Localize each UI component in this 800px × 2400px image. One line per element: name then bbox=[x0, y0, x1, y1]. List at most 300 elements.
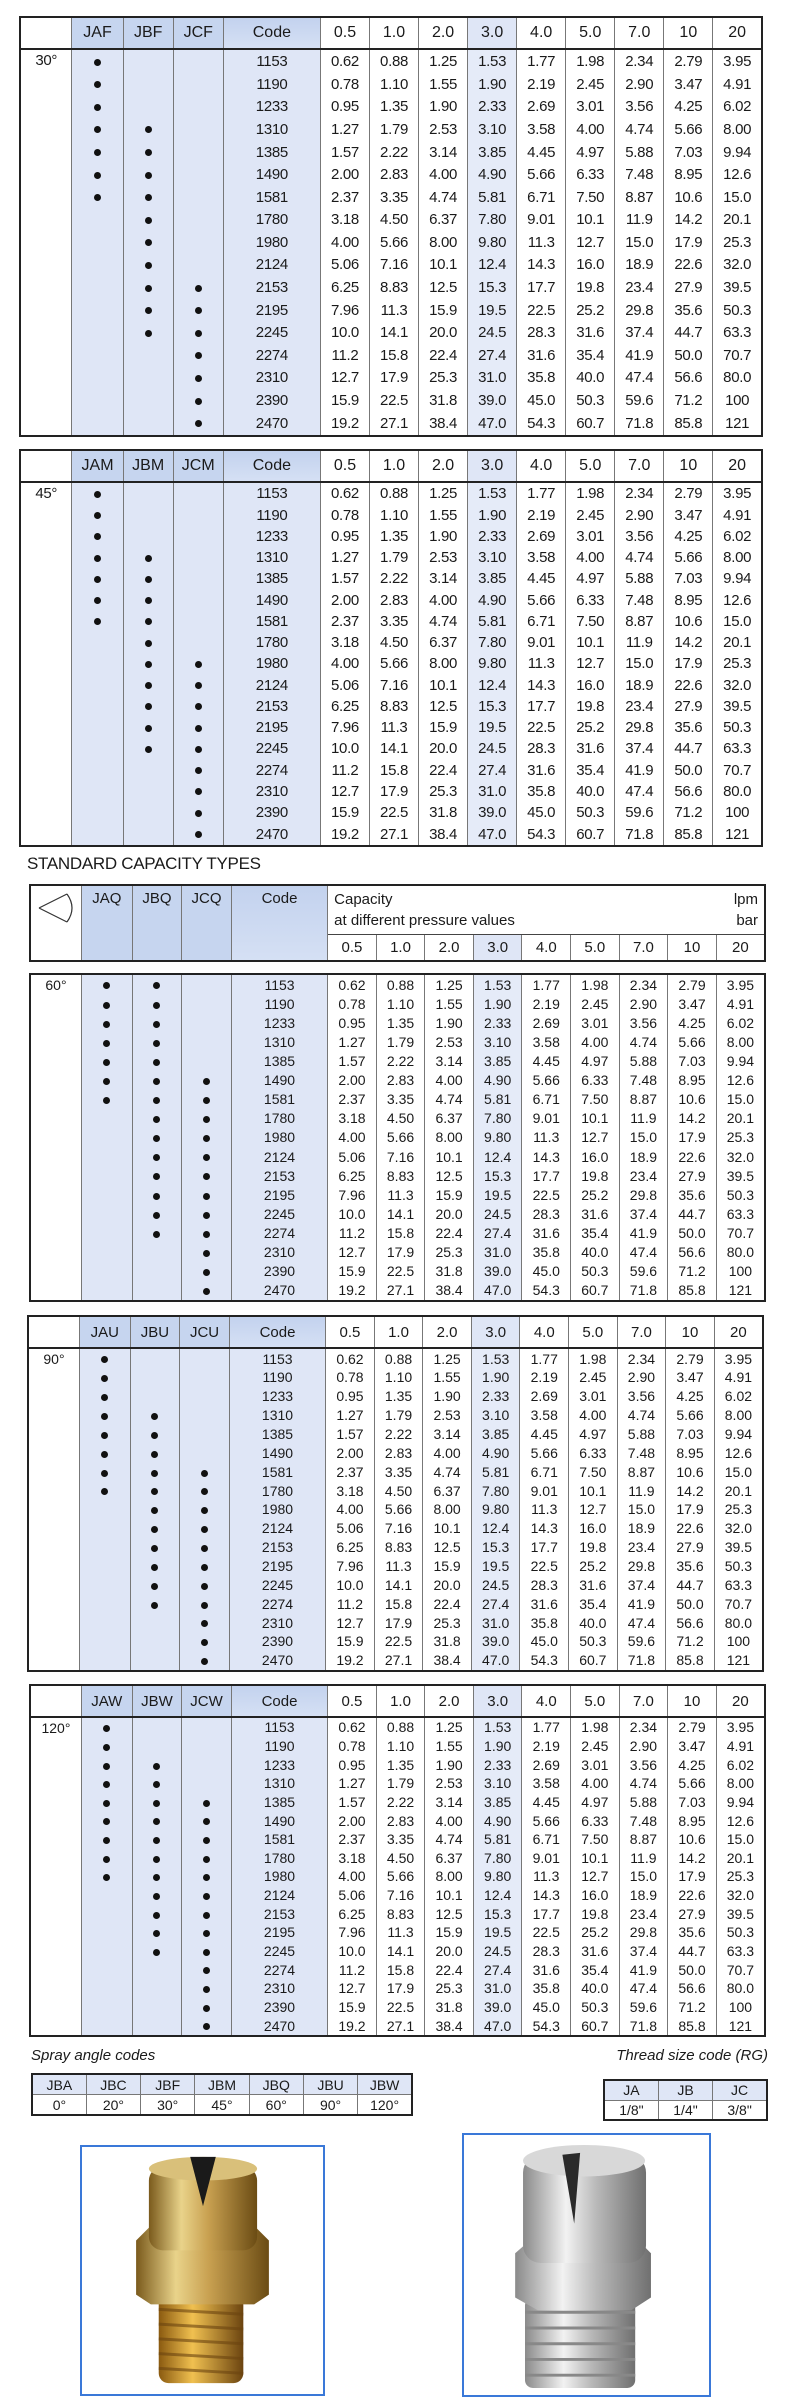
spray-angle-icon bbox=[30, 885, 81, 961]
table-row bbox=[30, 1032, 765, 1051]
capacity-value: 5.66 bbox=[370, 231, 419, 254]
capacity-value: 22.5 bbox=[376, 1262, 425, 1281]
available-dot-icon bbox=[153, 1930, 160, 1937]
capacity-value: 3.58 bbox=[522, 1032, 571, 1051]
pressure-header: 3.0 bbox=[468, 450, 517, 482]
capacity-value: 20.1 bbox=[714, 1481, 763, 1500]
table-row bbox=[28, 1425, 763, 1444]
capacity-value: 50.0 bbox=[668, 1960, 717, 1979]
available-dot-icon bbox=[153, 1893, 160, 1900]
code-cell: 1490 bbox=[223, 590, 320, 611]
table-row bbox=[20, 781, 762, 802]
available-dot-icon bbox=[153, 1212, 160, 1219]
capacity-value: 31.0 bbox=[473, 1979, 522, 1998]
table-120-degree bbox=[29, 1684, 766, 2037]
code-cell: 1190 bbox=[231, 1737, 327, 1756]
table-row bbox=[20, 321, 762, 344]
pressure-header: 10 bbox=[666, 1316, 715, 1348]
capacity-value: 60.7 bbox=[566, 412, 615, 436]
type-availability-cell bbox=[72, 505, 123, 526]
type-header: JCU bbox=[180, 1316, 230, 1348]
capacity-value: 4.91 bbox=[716, 1737, 765, 1756]
type-availability-cell bbox=[182, 1013, 232, 1032]
capacity-value: 31.6 bbox=[571, 1204, 620, 1223]
pressure-header: 4.0 bbox=[517, 17, 566, 49]
type-availability-cell bbox=[130, 1348, 180, 1368]
capacity-value: 8.95 bbox=[668, 1071, 717, 1090]
capacity-value: 1.90 bbox=[425, 1755, 474, 1774]
capacity-value: 9.94 bbox=[713, 568, 762, 589]
capacity-value: 22.5 bbox=[374, 1632, 423, 1651]
capacity-value: 22.6 bbox=[668, 1147, 717, 1166]
capacity-value: 17.9 bbox=[664, 231, 713, 254]
capacity-value: 0.78 bbox=[326, 1368, 375, 1387]
capacity-value: 3.14 bbox=[419, 568, 468, 589]
capacity-value: 18.9 bbox=[619, 1886, 668, 1905]
type-availability-cell bbox=[173, 482, 223, 505]
capacity-value: 22.4 bbox=[419, 760, 468, 781]
capacity-value: 12.6 bbox=[714, 1443, 763, 1462]
capacity-value: 4.00 bbox=[571, 1774, 620, 1793]
type-availability-cell bbox=[123, 186, 173, 209]
capacity-value: 11.3 bbox=[376, 1923, 425, 1942]
type-availability-cell bbox=[180, 1462, 230, 1481]
type-availability-cell bbox=[132, 1262, 182, 1281]
capacity-value: 56.6 bbox=[668, 1243, 717, 1262]
capacity-value: 121 bbox=[713, 412, 762, 436]
type-availability-cell bbox=[182, 1737, 232, 1756]
capacity-value: 59.6 bbox=[617, 1632, 666, 1651]
code-header: Code bbox=[231, 885, 327, 961]
available-dot-icon bbox=[203, 1837, 210, 1844]
capacity-value: 17.9 bbox=[370, 781, 419, 802]
table-row bbox=[28, 1575, 763, 1594]
available-dot-icon bbox=[153, 1154, 160, 1161]
capacity-value: 38.4 bbox=[419, 412, 468, 436]
type-availability-cell bbox=[180, 1632, 230, 1651]
capacity-value: 3.56 bbox=[615, 96, 664, 119]
capacity-value: 71.2 bbox=[664, 389, 713, 412]
capacity-value: 50.3 bbox=[566, 389, 615, 412]
type-availability-cell bbox=[130, 1406, 180, 1425]
capacity-value: 4.00 bbox=[566, 547, 615, 568]
capacity-value: 22.5 bbox=[517, 299, 566, 322]
capacity-value: 5.88 bbox=[619, 1052, 668, 1071]
capacity-value: 40.0 bbox=[571, 1979, 620, 1998]
available-dot-icon bbox=[203, 1269, 210, 1276]
capacity-value: 2.22 bbox=[376, 1793, 425, 1812]
type-availability-cell bbox=[123, 482, 173, 505]
capacity-value: 15.9 bbox=[326, 1632, 375, 1651]
capacity-value: 27.4 bbox=[468, 344, 517, 367]
capacity-value: 4.00 bbox=[419, 163, 468, 186]
type-availability-cell bbox=[173, 389, 223, 412]
capacity-value: 22.4 bbox=[425, 1223, 474, 1242]
capacity-value: 4.25 bbox=[664, 96, 713, 119]
type-header: JAQ bbox=[81, 885, 132, 961]
capacity-value: 27.9 bbox=[668, 1166, 717, 1185]
table-row bbox=[20, 389, 762, 412]
capacity-value: 38.4 bbox=[423, 1651, 472, 1671]
capacity-value: 4.25 bbox=[664, 526, 713, 547]
capacity-value: 6.02 bbox=[716, 1755, 765, 1774]
capacity-value: 50.0 bbox=[668, 1223, 717, 1242]
type-availability-cell bbox=[72, 675, 123, 696]
code-cell: 1385 bbox=[231, 1793, 327, 1812]
capacity-value: 12.4 bbox=[468, 675, 517, 696]
capacity-value: 8.95 bbox=[666, 1443, 715, 1462]
table-row bbox=[30, 1793, 765, 1812]
capacity-value: 4.91 bbox=[714, 1368, 763, 1387]
capacity-value: 4.50 bbox=[370, 632, 419, 653]
capacity-value: 0.88 bbox=[376, 1717, 425, 1737]
available-dot-icon bbox=[103, 1097, 110, 1104]
spray-angle-table bbox=[31, 2073, 413, 2116]
type-availability-cell bbox=[173, 299, 223, 322]
type-availability-cell bbox=[123, 675, 173, 696]
type-availability-cell bbox=[123, 653, 173, 674]
capacity-value: 1.57 bbox=[326, 1425, 375, 1444]
type-availability-cell bbox=[182, 1147, 232, 1166]
capacity-value: 4.45 bbox=[522, 1793, 571, 1812]
available-dot-icon bbox=[103, 1856, 110, 1863]
brass-nozzle-image bbox=[80, 2145, 325, 2396]
type-availability-cell bbox=[130, 1462, 180, 1481]
capacity-value: 25.3 bbox=[423, 1613, 472, 1632]
type-availability-cell bbox=[123, 760, 173, 781]
capacity-value: 12.5 bbox=[423, 1538, 472, 1557]
capacity-value: 39.0 bbox=[471, 1632, 520, 1651]
capacity-value: 17.7 bbox=[522, 1904, 571, 1923]
available-dot-icon bbox=[203, 1097, 210, 1104]
table-row bbox=[30, 1185, 765, 1204]
capacity-value: 4.97 bbox=[566, 141, 615, 164]
available-dot-icon bbox=[203, 1912, 210, 1919]
capacity-value: 31.8 bbox=[425, 1262, 474, 1281]
capacity-value: 5.66 bbox=[666, 1406, 715, 1425]
table-row bbox=[30, 1998, 765, 2017]
capacity-value: 4.74 bbox=[619, 1032, 668, 1051]
capacity-value: 5.66 bbox=[668, 1032, 717, 1051]
type-availability-cell bbox=[123, 568, 173, 589]
type-availability-cell bbox=[72, 611, 123, 632]
type-availability-cell bbox=[81, 1109, 132, 1128]
capacity-value: 1.90 bbox=[468, 73, 517, 96]
capacity-value: 4.90 bbox=[468, 163, 517, 186]
header-row bbox=[20, 450, 762, 482]
capacity-value: 10.6 bbox=[666, 1462, 715, 1481]
table-row bbox=[28, 1462, 763, 1481]
spray-angle-label: 60° bbox=[30, 974, 81, 1301]
capacity-value: 3.10 bbox=[473, 1774, 522, 1793]
capacity-value: 16.0 bbox=[569, 1519, 618, 1538]
capacity-value: 5.88 bbox=[615, 568, 664, 589]
pressure-header: 7.0 bbox=[619, 1685, 668, 1717]
code-cell: 1581 bbox=[223, 611, 320, 632]
capacity-value: 22.4 bbox=[425, 1960, 474, 1979]
table-row bbox=[30, 1109, 765, 1128]
capacity-value: 47.0 bbox=[473, 2016, 522, 2036]
capacity-value: 47.4 bbox=[615, 367, 664, 390]
capacity-value: 2.45 bbox=[566, 73, 615, 96]
capacity-value: 1.77 bbox=[522, 974, 571, 994]
available-dot-icon bbox=[153, 1781, 160, 1788]
type-availability-cell bbox=[81, 1281, 132, 1301]
spray-angle-value: 20° bbox=[86, 2095, 140, 2116]
capacity-value: 15.9 bbox=[419, 717, 468, 738]
capacity-value: 3.56 bbox=[615, 526, 664, 547]
available-dot-icon bbox=[145, 217, 152, 224]
capacity-value: 2.33 bbox=[471, 1387, 520, 1406]
type-availability-cell bbox=[132, 2016, 182, 2036]
capacity-value: 47.0 bbox=[473, 1281, 522, 1301]
type-availability-cell bbox=[79, 1406, 130, 1425]
capacity-value: 1.53 bbox=[468, 482, 517, 505]
available-dot-icon bbox=[94, 491, 101, 498]
capacity-value: 6.71 bbox=[522, 1830, 571, 1849]
capacity-value: 3.35 bbox=[370, 186, 419, 209]
table-row bbox=[30, 1052, 765, 1071]
available-dot-icon bbox=[145, 703, 152, 710]
capacity-value: 31.6 bbox=[566, 738, 615, 759]
capacity-value: 12.5 bbox=[419, 696, 468, 717]
code-cell: 2245 bbox=[231, 1942, 327, 1961]
capacity-value: 7.48 bbox=[615, 163, 664, 186]
capacity-value: 45.0 bbox=[520, 1632, 569, 1651]
capacity-value: 17.9 bbox=[668, 1867, 717, 1886]
spray-angle-value: 45° bbox=[195, 2095, 249, 2116]
available-dot-icon bbox=[145, 597, 152, 604]
type-availability-cell bbox=[123, 611, 173, 632]
available-dot-icon bbox=[203, 1135, 210, 1142]
capacity-value: 27.4 bbox=[473, 1960, 522, 1979]
capacity-value: 50.3 bbox=[569, 1632, 618, 1651]
available-dot-icon bbox=[153, 1763, 160, 1770]
code-cell: 1780 bbox=[223, 209, 320, 232]
capacity-value: 5.81 bbox=[468, 611, 517, 632]
type-availability-cell bbox=[182, 1774, 232, 1793]
capacity-value: 2.79 bbox=[664, 49, 713, 73]
capacity-value: 12.6 bbox=[716, 1071, 765, 1090]
capacity-value: 0.62 bbox=[320, 49, 369, 73]
capacity-value: 5.88 bbox=[619, 1793, 668, 1812]
table-row bbox=[28, 1557, 763, 1576]
available-dot-icon bbox=[195, 831, 202, 838]
code-cell: 2470 bbox=[223, 412, 320, 436]
capacity-value: 41.9 bbox=[617, 1594, 666, 1613]
capacity-value: 8.83 bbox=[370, 696, 419, 717]
type-availability-cell bbox=[123, 118, 173, 141]
capacity-value: 6.25 bbox=[320, 696, 369, 717]
capacity-value: 27.9 bbox=[668, 1904, 717, 1923]
available-dot-icon bbox=[94, 533, 101, 540]
available-dot-icon bbox=[153, 1193, 160, 1200]
table-row bbox=[30, 1013, 765, 1032]
capacity-value: 1.90 bbox=[419, 526, 468, 547]
capacity-value: 24.5 bbox=[468, 738, 517, 759]
type-availability-cell bbox=[173, 781, 223, 802]
type-availability-cell bbox=[182, 1109, 232, 1128]
thread-size-value: 3/8" bbox=[713, 2100, 767, 2120]
angle-header bbox=[28, 1316, 79, 1348]
code-cell: 1490 bbox=[231, 1811, 327, 1830]
available-dot-icon bbox=[145, 149, 152, 156]
unit-lpm: lpm bbox=[733, 891, 758, 908]
capacity-value: 17.9 bbox=[666, 1500, 715, 1519]
capacity-value: 2.53 bbox=[419, 118, 468, 141]
type-availability-cell bbox=[173, 209, 223, 232]
available-dot-icon bbox=[195, 330, 202, 337]
table-row bbox=[30, 1737, 765, 1756]
available-dot-icon bbox=[103, 1725, 110, 1732]
type-availability-cell bbox=[79, 1519, 130, 1538]
capacity-value: 3.10 bbox=[471, 1406, 520, 1425]
type-availability-cell bbox=[173, 49, 223, 73]
type-availability-cell bbox=[180, 1368, 230, 1387]
capacity-value: 37.4 bbox=[615, 321, 664, 344]
available-dot-icon bbox=[94, 126, 101, 133]
available-dot-icon bbox=[153, 1078, 160, 1085]
code-cell: 1980 bbox=[231, 1867, 327, 1886]
spray-code: JBU bbox=[303, 2074, 357, 2095]
table-row bbox=[28, 1594, 763, 1613]
pressure-header: 20 bbox=[713, 450, 762, 482]
capacity-value: 4.97 bbox=[566, 568, 615, 589]
capacity-value: 1.90 bbox=[468, 505, 517, 526]
type-availability-cell bbox=[132, 1109, 182, 1128]
capacity-value: 12.7 bbox=[320, 781, 369, 802]
type-availability-cell bbox=[132, 1960, 182, 1979]
capacity-value: 2.45 bbox=[566, 505, 615, 526]
table-row bbox=[30, 1281, 765, 1301]
type-availability-cell bbox=[132, 1013, 182, 1032]
capacity-value: 5.66 bbox=[668, 1774, 717, 1793]
type-availability-cell bbox=[132, 1830, 182, 1849]
type-availability-cell bbox=[132, 1737, 182, 1756]
available-dot-icon bbox=[103, 1837, 110, 1844]
table-row bbox=[30, 1867, 765, 1886]
capacity-value: 7.96 bbox=[320, 299, 369, 322]
table-row bbox=[30, 1755, 765, 1774]
capacity-value: 4.90 bbox=[473, 1071, 522, 1090]
type-availability-cell bbox=[81, 1923, 132, 1942]
type-availability-cell bbox=[182, 1243, 232, 1262]
capacity-value: 3.56 bbox=[617, 1387, 666, 1406]
capacity-value: 10.6 bbox=[668, 1090, 717, 1109]
capacity-value: 20.0 bbox=[423, 1575, 472, 1594]
capacity-value: 15.3 bbox=[468, 696, 517, 717]
capacity-value: 2.34 bbox=[617, 1348, 666, 1368]
available-dot-icon bbox=[145, 172, 152, 179]
code-cell: 1310 bbox=[229, 1406, 325, 1425]
type-availability-cell bbox=[123, 344, 173, 367]
capacity-value: 60.7 bbox=[566, 823, 615, 846]
available-dot-icon bbox=[145, 746, 152, 753]
code-cell: 2245 bbox=[223, 321, 320, 344]
capacity-value: 100 bbox=[713, 802, 762, 823]
capacity-value: 0.95 bbox=[328, 1755, 377, 1774]
available-dot-icon bbox=[153, 1116, 160, 1123]
capacity-value: 35.6 bbox=[664, 299, 713, 322]
capacity-value: 1.90 bbox=[423, 1387, 472, 1406]
capacity-value: 5.66 bbox=[370, 653, 419, 674]
capacity-value: 12.4 bbox=[471, 1519, 520, 1538]
type-availability-cell bbox=[81, 1811, 132, 1830]
code-cell: 2274 bbox=[231, 1960, 327, 1979]
capacity-value: 11.3 bbox=[376, 1185, 425, 1204]
available-dot-icon bbox=[201, 1507, 208, 1514]
available-dot-icon bbox=[153, 1173, 160, 1180]
type-availability-cell bbox=[173, 505, 223, 526]
capacity-value: 5.66 bbox=[664, 547, 713, 568]
type-header: JCQ bbox=[182, 885, 232, 961]
type-availability-cell bbox=[72, 781, 123, 802]
capacity-value: 29.8 bbox=[615, 299, 664, 322]
capacity-value: 2.19 bbox=[517, 73, 566, 96]
type-availability-cell bbox=[79, 1462, 130, 1481]
capacity-value: 15.8 bbox=[374, 1594, 423, 1613]
available-dot-icon bbox=[195, 810, 202, 817]
capacity-value: 3.95 bbox=[716, 1717, 765, 1737]
available-dot-icon bbox=[151, 1583, 158, 1590]
available-dot-icon bbox=[103, 1781, 110, 1788]
available-dot-icon bbox=[195, 307, 202, 314]
type-availability-cell bbox=[180, 1594, 230, 1613]
capacity-value: 25.3 bbox=[714, 1500, 763, 1519]
capacity-value: 6.25 bbox=[326, 1538, 375, 1557]
type-availability-cell bbox=[173, 547, 223, 568]
capacity-value: 37.4 bbox=[617, 1575, 666, 1594]
available-dot-icon bbox=[195, 420, 202, 427]
capacity-value: 1.10 bbox=[370, 505, 419, 526]
table-row bbox=[20, 611, 762, 632]
capacity-value: 11.3 bbox=[370, 717, 419, 738]
type-availability-cell bbox=[72, 231, 123, 254]
capacity-value: 8.00 bbox=[716, 1774, 765, 1793]
capacity-value: 0.95 bbox=[328, 1013, 377, 1032]
capacity-value: 50.3 bbox=[714, 1557, 763, 1576]
available-dot-icon bbox=[203, 1949, 210, 1956]
spray-code: JBQ bbox=[249, 2074, 303, 2095]
capacity-value: 9.94 bbox=[714, 1425, 763, 1444]
capacity-value: 6.71 bbox=[522, 1090, 571, 1109]
capacity-value: 25.2 bbox=[566, 717, 615, 738]
table-row bbox=[28, 1348, 763, 1368]
capacity-value: 14.2 bbox=[666, 1481, 715, 1500]
capacity-value: 41.9 bbox=[619, 1960, 668, 1979]
capacity-value: 5.66 bbox=[376, 1867, 425, 1886]
code-cell: 1310 bbox=[223, 547, 320, 568]
capacity-value: 1.55 bbox=[419, 505, 468, 526]
capacity-value: 2.37 bbox=[326, 1462, 375, 1481]
capacity-value: 15.9 bbox=[320, 802, 369, 823]
code-header: Code bbox=[229, 1316, 325, 1348]
capacity-value: 39.5 bbox=[716, 1166, 765, 1185]
capacity-value: 2.69 bbox=[522, 1013, 571, 1032]
pressure-header: 10 bbox=[664, 17, 713, 49]
type-availability-cell bbox=[182, 1052, 232, 1071]
capacity-value: 2.83 bbox=[376, 1811, 425, 1830]
table-row bbox=[20, 141, 762, 164]
capacity-value: 40.0 bbox=[566, 781, 615, 802]
capacity-value: 1.90 bbox=[473, 994, 522, 1013]
capacity-value: 5.06 bbox=[328, 1147, 377, 1166]
capacity-value: 1.98 bbox=[571, 974, 620, 994]
type-availability-cell bbox=[72, 823, 123, 846]
capacity-value: 25.2 bbox=[571, 1923, 620, 1942]
capacity-value: 25.3 bbox=[419, 367, 468, 390]
angle-header bbox=[30, 1685, 81, 1717]
